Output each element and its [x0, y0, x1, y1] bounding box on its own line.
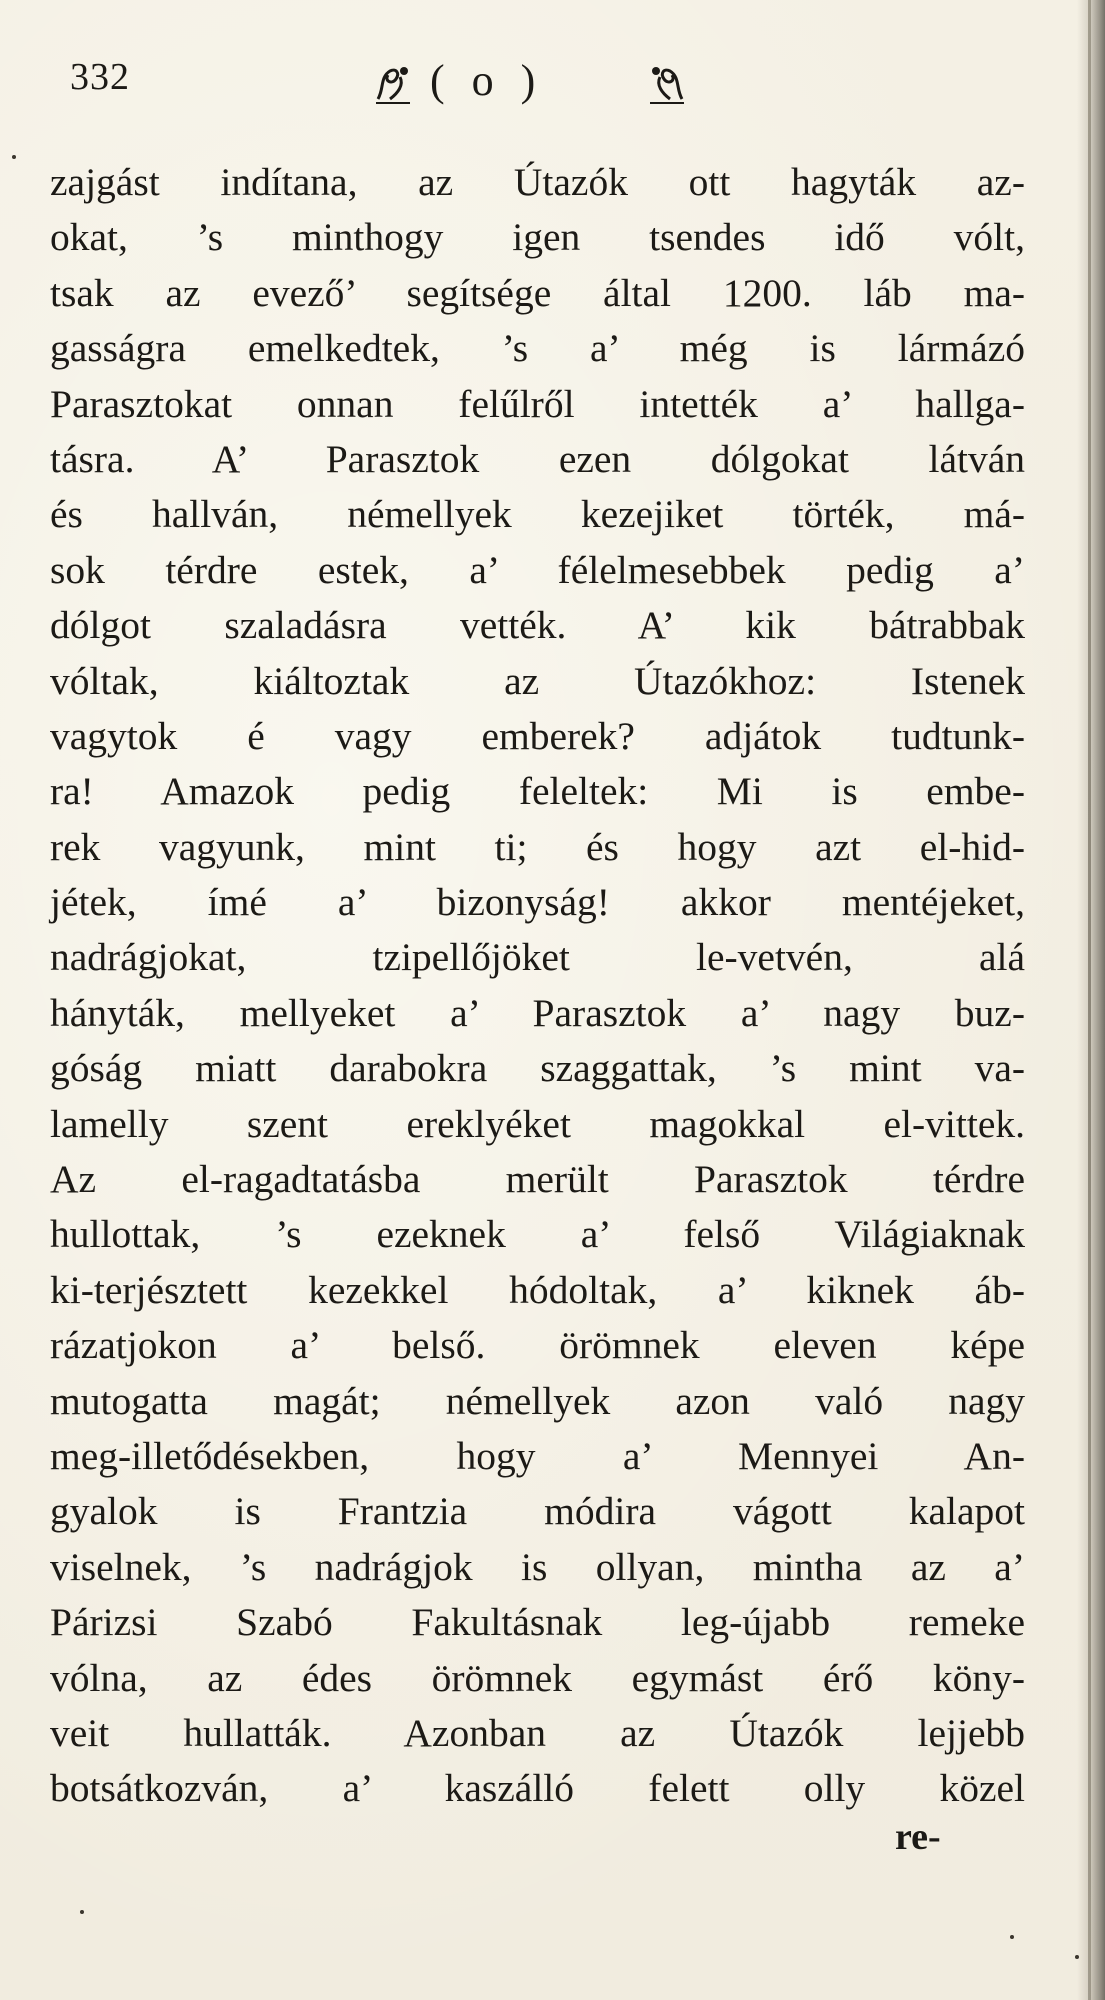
- text-line: vólna, az édes örömnek egymást érő köny-: [50, 1655, 1025, 1700]
- text-line: Parasztokat onnan felűlről intették a’ hallga-: [50, 381, 1025, 426]
- text-line: rázatjokon a’ belső. örömnek eleven képe: [50, 1323, 1025, 1368]
- text-line: góság miatt darabokra szaggattak, ’s mint va-: [50, 1046, 1025, 1091]
- fleuron-right-icon: [640, 59, 690, 109]
- page-edge-line: [1088, 0, 1091, 2000]
- text-line: viselnek, ’s nadrágjok is ollyan, mintha az a’: [50, 1544, 1025, 1589]
- text-line: Az el-ragadtatásba merült Parasztok térdre: [50, 1157, 1025, 1202]
- text-line: vagytok é vagy emberek? adjátok tudtunk-: [50, 713, 1025, 758]
- text-line: lamelly szent ereklyéket magokkal el-vittek.: [50, 1101, 1025, 1146]
- text-line: dólgot szaladásra vették. A’ kik bátrabbak: [50, 603, 1025, 648]
- ink-speck: [80, 1910, 84, 1914]
- text-line: meg-illetődésekben, hogy a’ Mennyei An-: [50, 1433, 1025, 1478]
- text-line: sok térdre estek, a’ félelmesebbek pedig a’: [50, 547, 1025, 592]
- text-line: jétek, ímé a’ bizonyság! akkor mentéjeket,: [50, 880, 1025, 925]
- text-line: gyalok is Frantzia módira vágott kalapot: [50, 1489, 1025, 1534]
- signature-mark: ( o ): [430, 56, 544, 105]
- text-line: ra! Amazok pedig feleltek: Mi is embe-: [50, 769, 1025, 814]
- text-line: ki-terjésztett kezekkel hódoltak, a’ kiknek áb-: [50, 1267, 1025, 1312]
- text-line: mutogatta magát; némellyek azon való nagy: [50, 1378, 1025, 1423]
- page-edge-shadow: [1077, 0, 1105, 2000]
- text-line: és hallván, némellyek kezejiket törték, má-: [50, 492, 1025, 537]
- text-line: hullottak, ’s ezeknek a’ felső Világiaknak: [50, 1212, 1025, 1257]
- text-line: nadrágjokat, tzipellőjöket le-vetvén, alá: [50, 935, 1025, 980]
- text-line: veit hullatták. Azonban az Útazók lejjebb: [50, 1710, 1025, 1755]
- page-number: 332: [70, 56, 130, 98]
- fleuron-left-icon: [370, 59, 420, 109]
- text-line: botsátkozván, a’ kaszálló felett olly közel: [50, 1766, 1025, 1811]
- text-line: zajgást indítana, az Útazók ott hagyták az-: [50, 160, 1025, 204]
- text-line: gasságra emelkedtek, ’s a’ még is lármázó: [50, 326, 1025, 371]
- page-header: [70, 55, 770, 125]
- catchword: re-: [895, 1816, 941, 1858]
- text-line: vóltak, kiáltoztak az Útazókhoz: Istenek: [50, 658, 1025, 703]
- text-line: rek vagyunk, mint ti; és hogy azt el-hid-: [50, 824, 1025, 869]
- ink-speck: [1010, 1935, 1014, 1939]
- text-line: Párizsi Szabó Fakultásnak leg-újabb remeke: [50, 1600, 1025, 1645]
- text-line: okat, ’s minthogy igen tsendes idő vólt,: [50, 215, 1025, 260]
- text-line: tásra. A’ Parasztok ezen dólgokat látván: [50, 436, 1025, 481]
- text-line: tsak az evező’ segítsége által 1200. láb ma-: [50, 270, 1025, 315]
- body-text: [50, 155, 1025, 1817]
- ink-speck: [12, 155, 16, 159]
- text-line: hányták, mellyeket a’ Parasztok a’ nagy buz-: [50, 990, 1025, 1035]
